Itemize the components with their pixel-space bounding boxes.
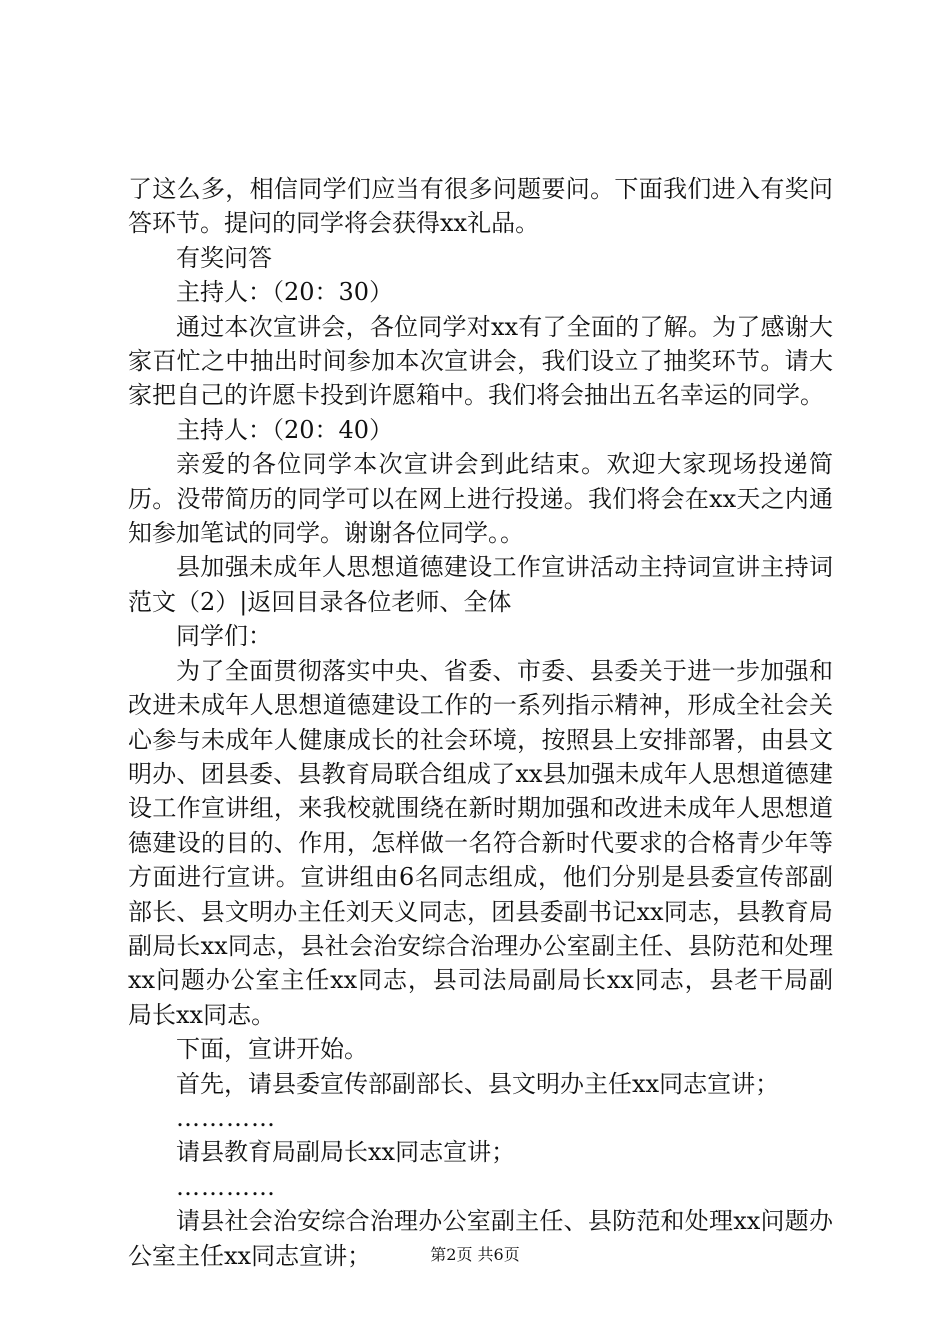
paragraph: 了这么多，相信同学们应当有很多问题要问。下面我们进入有奖问答环节。提问的同学将会获得xx礼品。 xyxy=(128,175,833,238)
ellipsis-line: ………… xyxy=(176,1172,276,1201)
paragraph: 有奖问答 xyxy=(176,243,272,272)
paragraph: 下面，宣讲开始。 xyxy=(176,1035,368,1064)
paragraph: 请县社会治安综合治理办公室副主任、县防范和处理xx问题办公室主任xx同志宣讲； xyxy=(128,1207,833,1270)
ellipsis-line: ………… xyxy=(176,1103,276,1132)
paragraph: 通过本次宣讲会，各位同学对xx有了全面的了解。为了感谢大家百忙之中抽出时间参加本次宣讲会，我们设立了抽奖环节。请大家把自己的许愿卡投到许愿箱中。我们将会抽出五名幸运的同学。 xyxy=(128,312,833,410)
paragraph: 亲爱的各位同学本次宣讲会到此结束。欢迎大家现场投递简历。没带简历的同学可以在网上进行投递。我们将会在xx天之内通知参加笔试的同学。谢谢各位同学。。 xyxy=(128,450,833,548)
paragraph: 主持人：（20：30） xyxy=(176,278,394,307)
paragraph: 同学们： xyxy=(176,622,272,651)
paragraph: 主持人：（20：40） xyxy=(176,415,394,444)
body-text xyxy=(128,172,833,1273)
paragraph: 首先，请县委宣传部副部长、县文明办主任xx同志宣讲； xyxy=(176,1069,780,1098)
paragraph: 县加强未成年人思想道德建设工作宣讲活动主持词宣讲主持词范文（2）|返回目录各位老师、全体 xyxy=(128,553,833,616)
paragraph: 为了全面贯彻落实中央、省委、市委、县委关于进一步加强和改进未成年人思想道德建设工作的一系列指示精神，形成全社会关心参与未成年人健康成长的社会环境，按照县上安排部署，由县文明办、团县委、县教育局联合组成了xx县加强未成年人思想道德建设工作宣讲组，来我校就围绕在新时期加强和改进未成年人思想道德建设的目的、作用，怎样做一名符合新时代要求的合格青少年等方面进行宣讲。宣讲组由6名同志组成，他们分别是县委宣传部副部长、县文明办主任刘天义同志，团县委副书记xx同志，县教育局副局长xx同志，县社会治安综合治理办公室副主任、县防范和处理xx问题办公室主任xx同志，县司法局副局长xx同志，县老干局副局长xx同志。 xyxy=(128,656,833,1029)
page-number: 第2页 共6页 xyxy=(430,1245,520,1264)
paragraph: 请县教育局副局长xx同志宣讲； xyxy=(176,1138,516,1167)
